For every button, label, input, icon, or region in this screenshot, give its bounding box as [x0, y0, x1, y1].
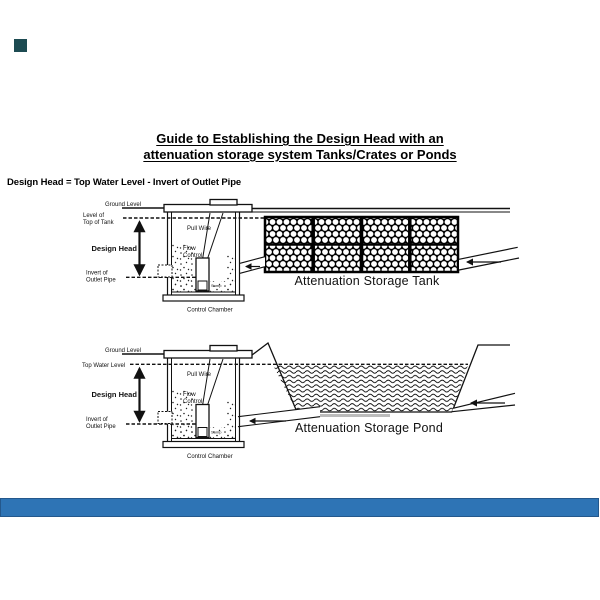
level-top-label-1: Level of — [83, 213, 105, 219]
outlet-pipe-stub — [158, 265, 172, 277]
inlet-pipe — [459, 247, 519, 270]
design-head-label: Design Head — [91, 244, 137, 253]
flow-control-label-2: Control — [183, 253, 203, 259]
pull-wire-label: Pull Wire — [187, 372, 212, 378]
tank-caption: Attenuation Storage Tank — [294, 274, 440, 288]
chamber-lid — [164, 205, 252, 213]
sump-box — [198, 428, 207, 437]
pond-water — [273, 365, 468, 412]
pond-caption: Attenuation Storage Pond — [295, 421, 443, 435]
design-head-label: Design Head — [91, 390, 137, 399]
sump-label: Sump — [211, 429, 222, 435]
inlet-pipe — [452, 393, 515, 411]
flow-control-label-2: Control — [183, 399, 203, 405]
control-chamber-label: Control Chamber — [187, 454, 233, 460]
level-top-label-2: Top of Tank — [83, 220, 114, 226]
invert-label-2: Outlet Pipe — [86, 277, 116, 284]
control-chamber-label: Control Chamber — [187, 307, 233, 314]
sump-label: Sump — [211, 283, 222, 288]
top-water-level-label: Top Water Level — [82, 363, 126, 369]
access-cover — [210, 346, 237, 352]
invert-label-1: Invert of — [86, 270, 108, 277]
tank-diagram — [80, 195, 520, 320]
invert-label-1: Invert of — [86, 417, 108, 423]
ground-level-label: Ground Level — [105, 348, 142, 354]
access-cover — [210, 200, 237, 206]
pond-diagram — [80, 341, 520, 466]
sump-box — [198, 281, 207, 290]
chamber-lid — [164, 351, 252, 359]
flow-control-label-1: Flow — [183, 246, 196, 252]
connector-pipe — [240, 257, 265, 274]
footer-accent-bar — [0, 498, 599, 517]
corner-annotation-marker — [14, 39, 27, 52]
ground-level-label: Ground Level — [105, 202, 142, 208]
invert-label-2: Outlet Pipe — [86, 424, 116, 430]
outlet-pipe-stub — [158, 412, 172, 424]
flow-control-label-1: Flow — [183, 392, 196, 398]
page-title-line2: attenuation storage system Tanks/Crates or Ponds — [143, 147, 457, 162]
page-title-line1: Guide to Establishing the Design Head with an — [156, 131, 444, 146]
page-title — [0, 131, 600, 163]
design-head-formula: Design Head = Top Water Level - Invert of Outlet Pipe — [7, 177, 242, 188]
storage-crates — [265, 217, 458, 272]
pull-wire-label: Pull Wire — [187, 226, 212, 232]
